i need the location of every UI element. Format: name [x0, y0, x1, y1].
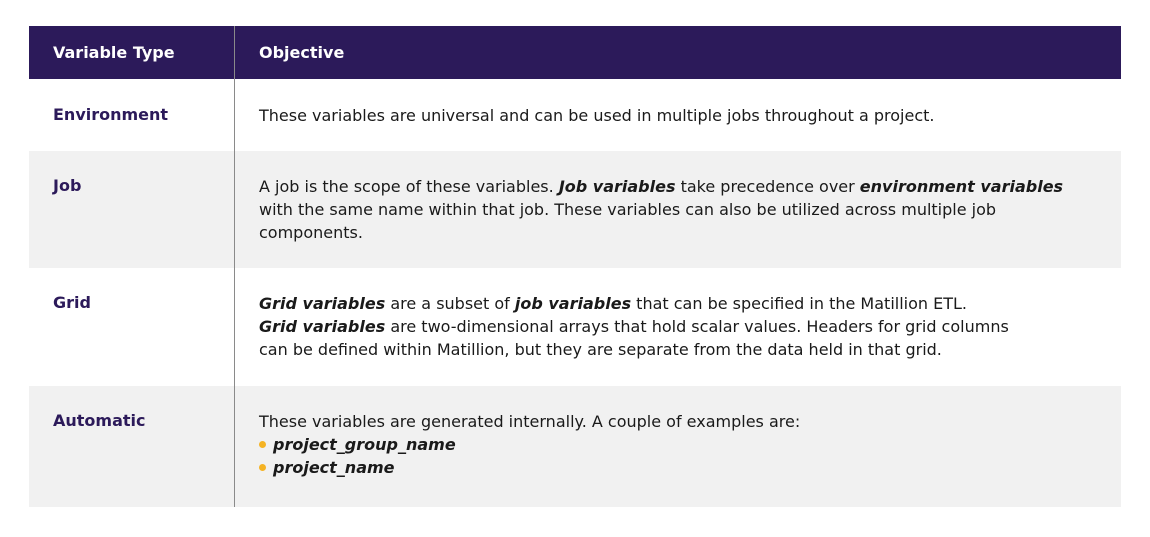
example-variable: project_group_name: [273, 435, 456, 454]
bullet-icon: [259, 441, 266, 448]
variable-type-cell: Job: [29, 151, 235, 268]
variable-type-cell: Grid: [29, 268, 235, 386]
objective-text: A job is the scope of these variables.: [259, 177, 559, 196]
objective-line: [259, 175, 1101, 198]
objective-cell: [235, 151, 1121, 268]
table-row: [29, 268, 1121, 386]
objective-cell: [235, 268, 1121, 386]
objective-text: are a subset of: [385, 294, 515, 313]
objective-line: [259, 338, 1101, 361]
table-header: [29, 26, 1121, 79]
example-variable: project_name: [273, 458, 395, 477]
objective-text: with the same name within that job. These variables can also be utilized across multiple job: [259, 200, 997, 219]
table-row: [29, 151, 1121, 268]
variable-type-cell: Environment: [29, 79, 235, 151]
objective-text: components.: [259, 223, 363, 242]
list-item: [259, 433, 1101, 456]
objective-line: [259, 315, 1101, 338]
objective-line: [259, 292, 1101, 315]
variables-table: [29, 26, 1121, 507]
objective-text: that can be specified in the Matillion ETL.: [631, 294, 967, 313]
objective-text: These variables are universal and can be used in multiple jobs throughout a project.: [259, 106, 935, 125]
objective-text: take precedence over: [675, 177, 860, 196]
list-item: [259, 456, 1101, 479]
objective-line: [259, 198, 1101, 221]
objective-cell: [235, 79, 1121, 151]
table-row: [29, 79, 1121, 151]
table-row: [29, 386, 1121, 507]
objective-text: can be defined within Matillion, but they are separate from the data held in that grid.: [259, 340, 942, 359]
objective-line: [259, 221, 1101, 244]
bullet-icon: [259, 464, 266, 471]
header-variable-type: Variable Type: [29, 26, 235, 79]
objective-line: These variables are generated internally. A couple of examples are:: [259, 412, 801, 431]
emphasis-term: Grid variables: [259, 317, 386, 336]
header-objective: Objective: [259, 43, 345, 62]
objective-line: [259, 104, 1101, 127]
emphasis-term: job variables: [514, 294, 632, 313]
emphasis-term: Job variables: [558, 177, 676, 196]
emphasis-term: Grid variables: [259, 294, 386, 313]
emphasis-term: environment variables: [859, 177, 1064, 196]
objective-text: are two-dimensional arrays that hold scalar values. Headers for grid columns: [385, 317, 1009, 336]
objective-cell: [235, 386, 1121, 507]
variable-type-cell: Automatic: [29, 386, 235, 507]
